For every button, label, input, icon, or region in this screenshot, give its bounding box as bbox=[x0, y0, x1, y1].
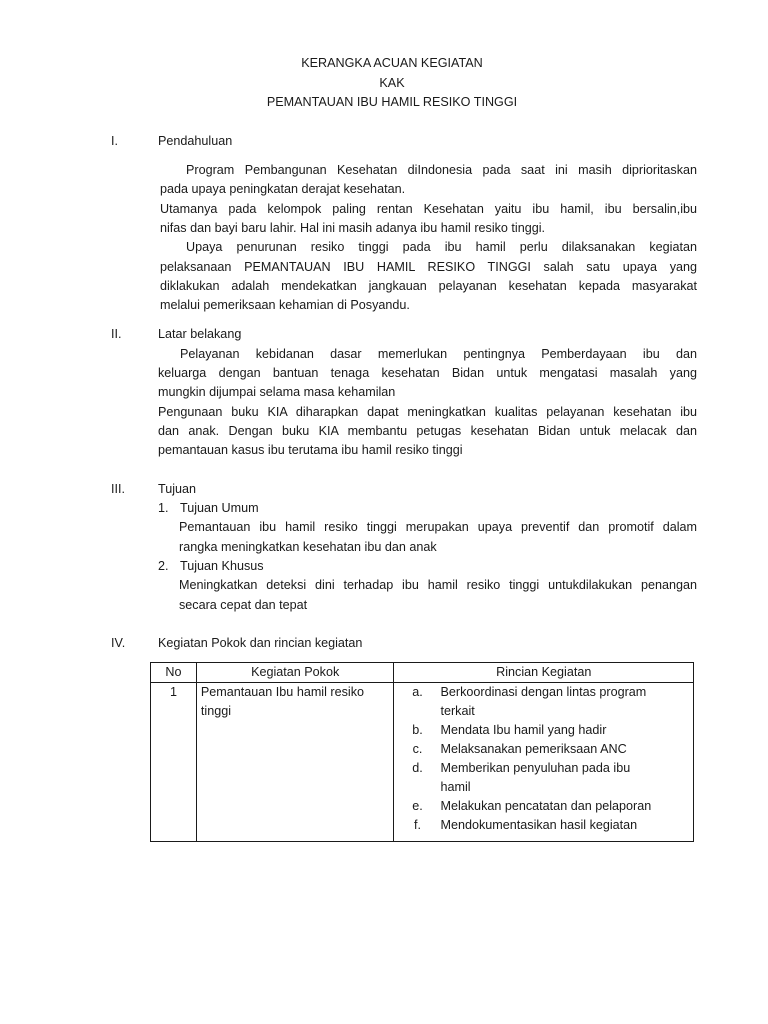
rincian-letter: e. bbox=[412, 799, 423, 813]
header-rincian-kegiatan: Rincian Kegiatan bbox=[394, 663, 694, 683]
pokok-line: Pemantauan Ibu hamil resiko bbox=[200, 685, 365, 699]
s2-line-4: Pengunaan buku KIA diharapkan dapat meningkatkan kualitas pelayanan kesehatan ibu bbox=[158, 405, 697, 419]
kegiatan-table bbox=[150, 662, 694, 842]
doc-title-line1: KERANGKA ACUAN KEGIATAN bbox=[301, 56, 483, 70]
rincian-line: terkait bbox=[440, 704, 475, 718]
doc-title-line3: PEMANTAUAN IBU HAMIL RESIKO TINGGI bbox=[266, 95, 518, 109]
rincian-item-f bbox=[394, 816, 689, 835]
table-row bbox=[151, 683, 694, 842]
s1-line-3: Utamanya pada kelompok paling rentan Kesehatan yaitu ibu hamil, ibu bersalin,ibu bbox=[160, 202, 697, 216]
s2-line-2: keluarga dengan bantuan tenaga kesehatan Bidan untuk mengatasi masalah yang bbox=[158, 366, 697, 380]
rincian-line: hamil bbox=[440, 780, 471, 794]
rincian-item-a bbox=[394, 683, 689, 721]
rincian-letter: d. bbox=[412, 761, 423, 775]
tujuan-umum-line-1: Pemantauan ibu hamil resiko tinggi merupakan upaya preventif dan promotif dalam bbox=[179, 520, 697, 534]
s1-line-8: melalui pemeriksaan kehamian di Posyandu. bbox=[160, 298, 410, 312]
rincian-line: Memberikan penyuluhan pada ibu bbox=[440, 761, 631, 775]
rincian-letter: a. bbox=[412, 685, 423, 699]
s2-line-3: mungkin dijumpai selama masa kehamilan bbox=[158, 385, 396, 399]
rincian-text bbox=[440, 683, 689, 721]
doc-title-line2: KAK bbox=[379, 76, 405, 90]
section-1-numeral: I. bbox=[111, 134, 118, 148]
s2-line-5: dan anak. Dengan buku KIA membantu petugas kesehatan Bidan untuk melacak dan bbox=[158, 424, 697, 438]
s2-line-1: Pelayanan kebidanan dasar memerlukan pentingnya Pemberdayaan ibu dan bbox=[180, 347, 697, 361]
header-kegiatan-pokok: Kegiatan Pokok bbox=[196, 663, 394, 683]
header-no: No bbox=[151, 663, 197, 683]
rincian-letter: b. bbox=[412, 723, 423, 737]
s1-line-4: nifas dan bayi baru lahir. Hal ini masih adanya ibu hamil resiko tinggi. bbox=[160, 221, 546, 235]
s2-line-6: pemantauan kasus ibu terutama ibu hamil resiko tinggi bbox=[158, 443, 463, 457]
cell-rincian-kegiatan bbox=[394, 683, 694, 842]
rincian-item-e bbox=[394, 797, 689, 816]
rincian-line: Mendokumentasikan hasil kegiatan bbox=[440, 818, 638, 832]
section-4-numeral: IV. bbox=[111, 636, 126, 650]
s1-line-7: diklakukan adalah mendekatkan jangkauan pelayanan kesehatan kepada masyarakat bbox=[160, 279, 697, 293]
s1-line-6: pelaksanaan PEMANTAUAN IBU HAMIL RESIKO TINGGI salah satu upaya yang bbox=[160, 260, 697, 274]
tujuan-umum-number: 1. bbox=[158, 501, 169, 515]
section-4-title: Kegiatan Pokok dan rincian kegiatan bbox=[158, 636, 363, 650]
section-3-numeral: III. bbox=[111, 482, 125, 496]
tujuan-khusus-line-2: secara cepat dan tepat bbox=[179, 598, 308, 612]
tujuan-umum-title: Tujuan Umum bbox=[180, 501, 259, 515]
rincian-item-b bbox=[394, 721, 689, 740]
rincian-letter: c. bbox=[412, 742, 423, 756]
table-header-row bbox=[151, 663, 694, 683]
s1-line-2: pada upaya peningkatan derajat kesehatan. bbox=[160, 182, 406, 196]
s1-line-5: Upaya penurunan resiko tinggi pada ibu hamil perlu dilaksanakan kegiatan bbox=[186, 240, 697, 254]
cell-no: 1 bbox=[151, 683, 197, 842]
rincian-line: Berkoordinasi dengan lintas program bbox=[440, 685, 647, 699]
section-1-title: Pendahuluan bbox=[158, 134, 233, 148]
pokok-line: tinggi bbox=[200, 704, 231, 718]
rincian-letter: f. bbox=[413, 818, 421, 832]
s1-line-1: Program Pembangunan Kesehatan diIndonesia pada saat ini masih diprioritaskan bbox=[186, 163, 697, 177]
tujuan-khusus-number: 2. bbox=[158, 559, 169, 573]
rincian-item-c bbox=[394, 740, 689, 759]
tujuan-khusus-title: Tujuan Khusus bbox=[180, 559, 264, 573]
section-3-title: Tujuan bbox=[158, 482, 197, 496]
rincian-line: Mendata Ibu hamil yang hadir bbox=[440, 723, 607, 737]
rincian-text bbox=[440, 759, 689, 797]
tujuan-umum-line-2: rangka meningkatkan kesehatan ibu dan anak bbox=[179, 540, 437, 554]
rincian-line: Melaksanakan pemeriksaan ANC bbox=[440, 742, 627, 756]
section-2-title: Latar belakang bbox=[158, 327, 242, 341]
rincian-line: Melakukan pencatatan dan pelaporan bbox=[440, 799, 652, 813]
tujuan-khusus-line-1: Meningkatkan deteksi dini terhadap ibu hamil resiko tinggi untukdilakukan penangan bbox=[179, 578, 697, 592]
rincian-item-d bbox=[394, 759, 689, 797]
cell-kegiatan-pokok bbox=[196, 683, 394, 842]
section-2-numeral: II. bbox=[111, 327, 122, 341]
